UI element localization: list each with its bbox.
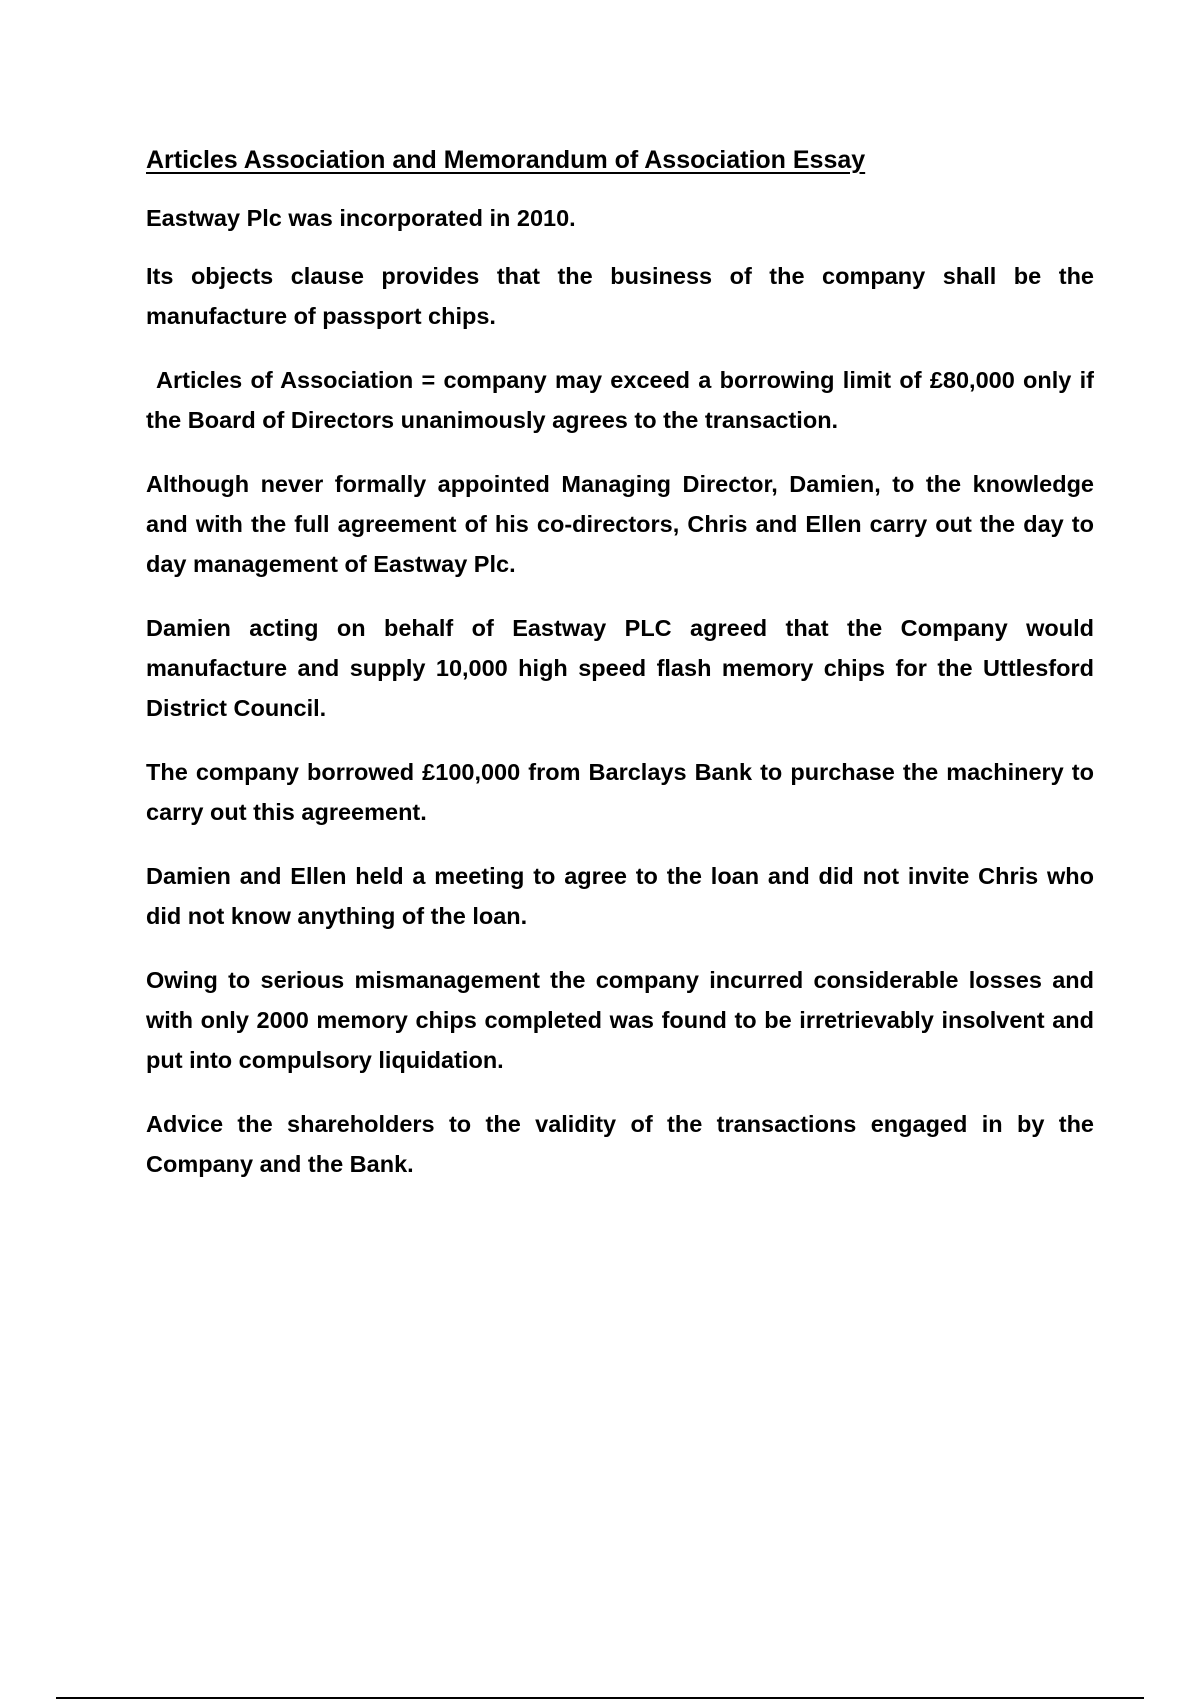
paragraph-bank-loan: The company borrowed £100,000 from Barclays Bank to purchase the machinery to carry out this agreement. (146, 759, 1094, 825)
paragraph-articles-of-association: Articles of Association = company may exceed a borrowing limit of £80,000 only if the Board of Directors unanimously agrees to the transaction. (146, 367, 1094, 433)
paragraph-advice-question: Advice the shareholders to the validity of the transactions engaged in by the Company and the Bank. (146, 1111, 1094, 1177)
paragraph-incorporation: Eastway Plc was incorporated in 2010. (146, 205, 576, 231)
paragraph-board-meeting: Damien and Ellen held a meeting to agree to the loan and did not invite Chris who did not know anything of the loan. (146, 863, 1094, 929)
paragraph-managing-director: Although never formally appointed Managing Director, Damien, to the knowledge and with the full agreement of his co-directors, Chris and Ellen carry out the day to day management of Eastway Plc. (146, 471, 1094, 577)
document-body (146, 140, 1094, 1208)
paragraph-liquidation: Owing to serious mismanagement the company incurred considerable losses and with only 2000 memory chips completed was found to be irretrievably insolvent and put into compulsory liquidation. (146, 967, 1094, 1073)
paragraph-supply-agreement: Damien acting on behalf of Eastway PLC agreed that the Company would manufacture and supply 10,000 high speed flash memory chips for the Uttlesford District Council. (146, 615, 1094, 721)
document-title: Articles Association and Memorandum of Association Essay (146, 146, 866, 174)
footer-rule (56, 1697, 1144, 1699)
paragraph-objects-clause: Its objects clause provides that the business of the company shall be the manufacture of passport chips. (146, 263, 1094, 329)
